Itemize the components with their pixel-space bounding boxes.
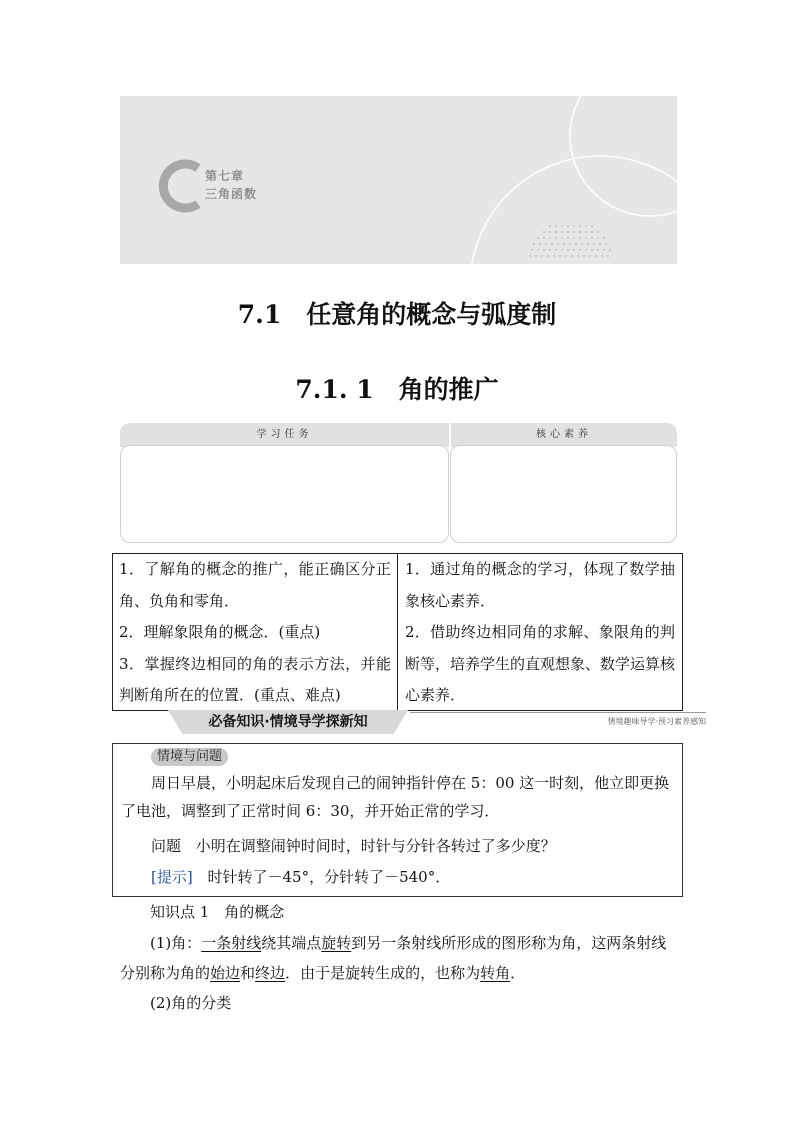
knowledge-point-heading: 知识点 1 角的概念: [150, 903, 285, 921]
scenario-hint: [121, 863, 704, 891]
angle-classification-heading: (2)角的分类: [150, 994, 232, 1012]
scenario-box: [112, 743, 683, 897]
chapter-number: 第七章: [205, 169, 245, 183]
section-heading: 必备知识·情境导学探新知: [208, 714, 368, 730]
question-label: 问题: [151, 837, 182, 855]
section-bar: [120, 710, 706, 734]
blank-terminal-side: 终边: [255, 964, 286, 982]
hint-label: [提示]: [151, 868, 193, 886]
definition-text: 和: [240, 964, 256, 982]
core-literacy-cell: [450, 445, 677, 543]
core-literacy-list: [405, 554, 675, 712]
blank-rotate: 旋转: [321, 934, 352, 952]
learning-tasks-header: 学习任务: [256, 429, 313, 440]
section-rule: [410, 712, 706, 713]
scenario-tag: 情境与问题: [151, 748, 228, 766]
task-item: 2．理解象限角的概念．(重点): [119, 623, 321, 641]
blank-initial-side: 始边: [210, 964, 241, 982]
angle-definition: [120, 928, 680, 988]
table-divider: [397, 554, 398, 710]
scenario-paragraph: 周日早晨，小明起床后发现自己的闹钟指针停在 5：00 这一时刻，他立即更换了电池，调整到了正常时间 6：30，并开始正常的学习．: [121, 774, 670, 820]
section-title: 7.1 任意角的概念与弧度制: [237, 300, 557, 329]
learning-tasks-cell: [120, 445, 449, 543]
definition-prefix: (1)角：: [150, 934, 202, 952]
section-subtitle: 情境趣味导学·预习素养感知: [607, 717, 706, 726]
chapter-subject: 三角函数: [205, 187, 258, 201]
scenario-question: [121, 832, 704, 860]
chapter-banner: [120, 96, 677, 264]
literacy-item: 1．通过角的概念的学习，体现了数学抽象核心素养．: [405, 560, 675, 610]
definition-text: ．: [510, 964, 526, 982]
definition-text: 到另一条射线所形成的图形称为角，这两条射线分别称为角的: [120, 934, 667, 982]
tasks-frame: [120, 423, 677, 543]
blank-ray: 一条射线: [201, 934, 262, 952]
header-divider: [449, 423, 451, 447]
objectives-table: [112, 553, 683, 711]
definition-text: 绕其端点: [261, 934, 322, 952]
banner-decoration: [120, 96, 677, 264]
question-text: 小明在调整闹钟时间时，时针与分针各转过了多少度？: [195, 837, 556, 855]
literacy-item: 2．借助终边相同角的求解、象限角的判断等，培养学生的直观想象、数学运算核心素养．: [405, 623, 676, 704]
task-item: 1．了解角的概念的推广，能正确区分正角、负角和零角．: [119, 560, 391, 610]
task-item: 3．掌握终边相同的角的表示方法，并能判断角所在的位置．(重点、难点): [119, 654, 391, 704]
blank-turning-angle: 转角: [480, 964, 511, 982]
learning-tasks-list: [119, 554, 391, 712]
subsection-title: 7.1. 1 角的推广: [295, 375, 499, 404]
core-literacy-header: 核心素养: [536, 429, 592, 440]
hint-text: 时针转了－45°，分针转了－540°．: [207, 868, 451, 886]
definition-text: ．由于是旋转生成的，也称为: [285, 964, 481, 982]
